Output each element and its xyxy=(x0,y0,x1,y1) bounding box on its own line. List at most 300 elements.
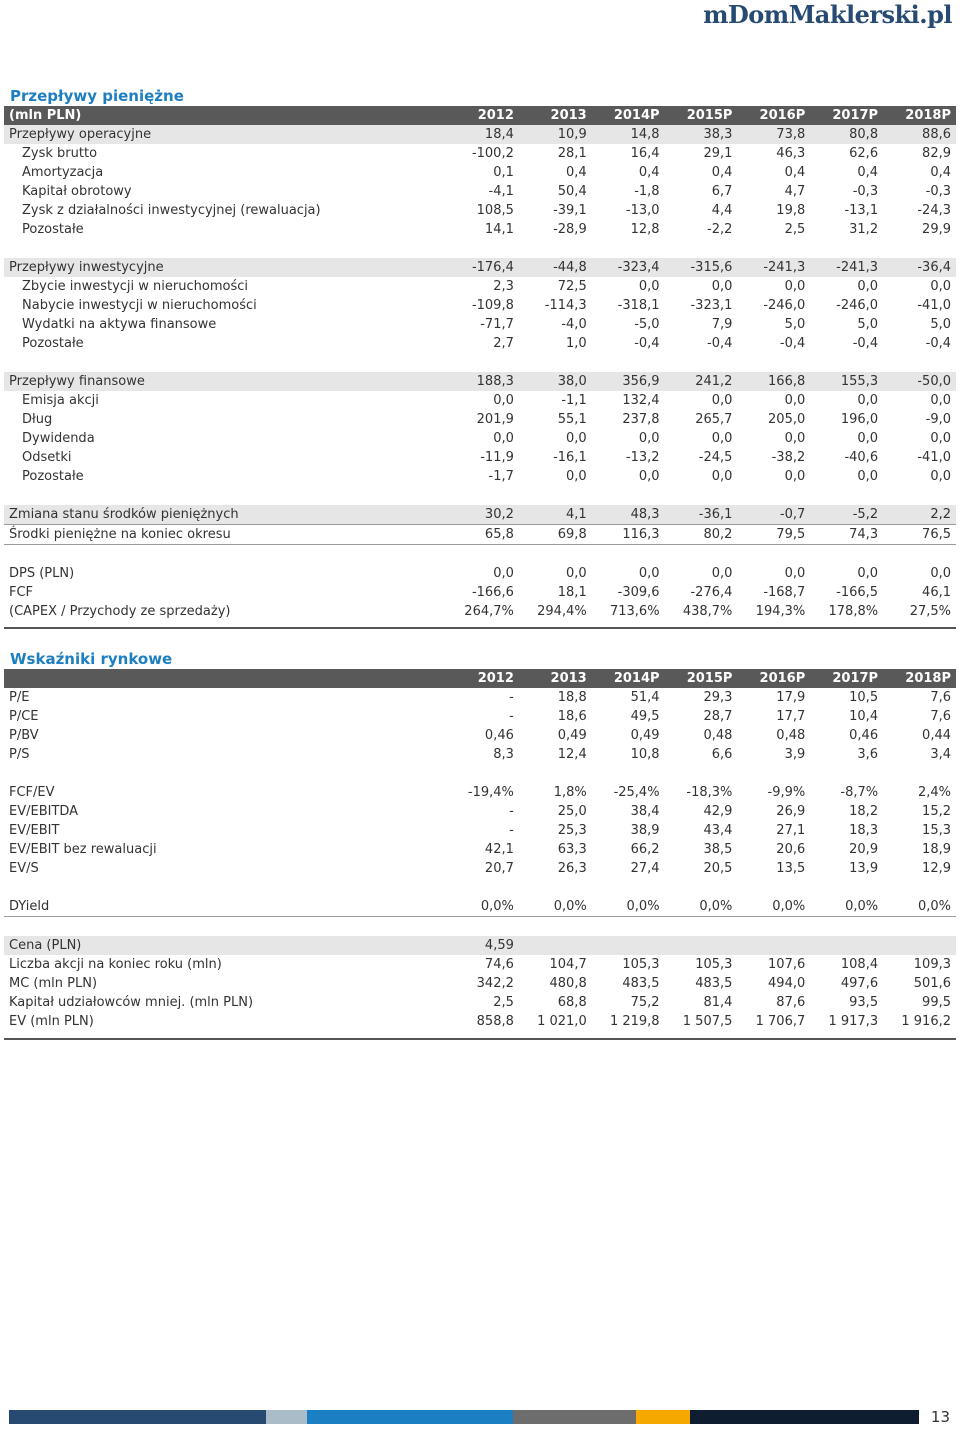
value-cell: 0,44 xyxy=(922,728,951,743)
value-cell: -166,6 xyxy=(471,585,514,600)
value-cell: 63,3 xyxy=(557,842,587,857)
value-cell: 0,0 xyxy=(930,279,951,294)
value-cell: 5,0 xyxy=(857,317,879,332)
value-cell: 132,4 xyxy=(622,393,660,408)
value-cell: 3,9 xyxy=(784,747,806,762)
value-cell: 46,1 xyxy=(922,585,951,600)
value-cell: 12,9 xyxy=(922,861,951,876)
row-label: P/BV xyxy=(9,728,39,743)
value-cell: 194,3% xyxy=(755,604,806,619)
footer-segment xyxy=(513,1410,636,1424)
value-cell: 237,8 xyxy=(622,412,660,427)
value-cell xyxy=(592,936,665,955)
value-cell: 108,4 xyxy=(840,957,879,972)
header-year: 2015P xyxy=(665,106,738,125)
value-cell: 0,49 xyxy=(630,728,660,743)
value-cell: 62,6 xyxy=(849,146,879,161)
value-cell: 0,0% xyxy=(519,897,592,917)
value-cell: -100,2 xyxy=(471,146,514,161)
value-cell: 1,0 xyxy=(566,336,587,351)
row-label: EV (mln PLN) xyxy=(9,1014,94,1029)
header-year: 2017P xyxy=(810,106,883,125)
page-number: 13 xyxy=(930,1408,950,1426)
value-cell: 18,2 xyxy=(849,804,879,819)
value-cell: 4,7 xyxy=(784,184,806,199)
value-cell: 46,3 xyxy=(776,146,806,161)
value-cell: 1,8% xyxy=(553,785,587,800)
value-cell: -36,1 xyxy=(665,505,738,525)
value-cell: 38,0 xyxy=(519,372,592,391)
row-label: EV/EBIT bez rewaluacji xyxy=(9,842,157,857)
value-cell: 14,1 xyxy=(484,222,514,237)
table-row xyxy=(4,840,956,859)
table-row xyxy=(4,448,956,467)
row-label: Kapitał udziałowców mniej. (mln PLN) xyxy=(9,995,254,1010)
row-label: Pozostałe xyxy=(22,336,84,351)
value-cell: 5,0 xyxy=(930,317,951,332)
value-cell: 16,4 xyxy=(630,146,660,161)
value-cell: 82,9 xyxy=(922,146,951,161)
value-cell: 0,0 xyxy=(711,279,733,294)
value-cell: 0,0 xyxy=(711,393,733,408)
market-end-line xyxy=(4,1038,956,1040)
value-cell: 12,4 xyxy=(557,747,587,762)
value-cell: -19,4% xyxy=(467,785,514,800)
value-cell: 38,4 xyxy=(630,804,660,819)
value-cell: 0,0 xyxy=(566,566,587,581)
table-row xyxy=(4,467,956,486)
table-row xyxy=(4,1012,956,1031)
value-cell: -0,4 xyxy=(779,336,806,351)
value-cell: 50,4 xyxy=(557,184,587,199)
value-cell: 0,0% xyxy=(592,897,665,917)
value-cell: 0,46 xyxy=(484,728,514,743)
value-cell: 4,1 xyxy=(519,505,592,525)
row-label: EV/EBITDA xyxy=(9,804,79,819)
value-cell: 73,8 xyxy=(737,125,810,144)
row-label: Pozostałe xyxy=(22,222,84,237)
header-label xyxy=(4,669,446,688)
row-label: Dług xyxy=(22,412,53,427)
value-cell: 7,6 xyxy=(930,690,951,705)
value-cell: 2,5 xyxy=(784,222,806,237)
table-row xyxy=(4,955,956,974)
value-cell: 68,8 xyxy=(557,995,587,1010)
value-cell: - xyxy=(509,804,514,819)
value-cell: 6,6 xyxy=(711,747,733,762)
value-cell: 201,9 xyxy=(476,412,514,427)
footer-segment xyxy=(307,1410,513,1424)
value-cell: 29,3 xyxy=(703,690,733,705)
value-cell: 3,4 xyxy=(930,747,951,762)
value-cell: -36,4 xyxy=(883,258,956,277)
value-cell: 0,0 xyxy=(711,566,733,581)
value-cell: -0,4 xyxy=(852,336,879,351)
value-cell: 31,2 xyxy=(849,222,879,237)
value-cell: -38,2 xyxy=(771,450,806,465)
value-cell: 342,2 xyxy=(476,976,514,991)
row-label: Dywidenda xyxy=(22,431,95,446)
value-cell: 205,0 xyxy=(768,412,806,427)
table-row xyxy=(4,334,956,353)
spacer-row xyxy=(4,878,956,897)
row-label: (CAPEX / Przychody ze sprzedaży) xyxy=(9,604,231,619)
value-cell: -1,1 xyxy=(561,393,587,408)
header-year: 2014P xyxy=(592,106,665,125)
value-cell: 10,9 xyxy=(519,125,592,144)
value-cell: 27,1 xyxy=(776,823,806,838)
value-cell: 105,3 xyxy=(695,957,733,972)
value-cell: 27,5% xyxy=(909,604,951,619)
value-cell: -0,7 xyxy=(737,505,810,525)
value-cell: 18,9 xyxy=(922,842,951,857)
value-cell: -44,8 xyxy=(519,258,592,277)
row-label: Zmiana stanu środków pieniężnych xyxy=(4,505,446,525)
value-cell: 49,5 xyxy=(630,709,660,724)
value-cell: -246,0 xyxy=(836,298,879,313)
value-cell: 483,5 xyxy=(622,976,660,991)
market-header-row xyxy=(4,669,956,688)
value-cell: 4,4 xyxy=(711,203,733,218)
value-cell: 0,1 xyxy=(493,165,514,180)
value-cell: 0,0 xyxy=(857,431,879,446)
value-cell: 0,0 xyxy=(784,279,806,294)
value-cell: 0,46 xyxy=(849,728,879,743)
value-cell: 26,9 xyxy=(776,804,806,819)
value-cell: 0,0 xyxy=(566,431,587,446)
spacer-row xyxy=(4,917,956,937)
cashflow-title: Przepływy pieniężne xyxy=(10,87,184,105)
value-cell: 0,0 xyxy=(711,469,733,484)
row-label: DYield xyxy=(4,897,446,917)
value-cell xyxy=(737,936,810,955)
value-cell: 4,59 xyxy=(446,936,519,955)
value-cell: 1 507,5 xyxy=(682,1014,733,1029)
value-cell: 25,3 xyxy=(557,823,587,838)
value-cell: 93,5 xyxy=(849,995,879,1010)
row-label: Amortyzacja xyxy=(22,165,104,180)
value-cell: -0,4 xyxy=(707,336,733,351)
spacer-cell xyxy=(4,917,956,937)
value-cell: 18,3 xyxy=(849,823,879,838)
value-cell: 65,8 xyxy=(446,525,519,545)
value-cell: 178,8% xyxy=(828,604,879,619)
value-cell xyxy=(665,936,738,955)
value-cell: -323,1 xyxy=(690,298,733,313)
value-cell: -4,0 xyxy=(561,317,587,332)
row-label: MC (mln PLN) xyxy=(9,976,98,991)
value-cell: -39,1 xyxy=(553,203,587,218)
spacer-cell xyxy=(4,764,956,783)
value-cell: 80,8 xyxy=(810,125,883,144)
header-year: 2016P xyxy=(737,669,810,688)
value-cell: -114,3 xyxy=(544,298,587,313)
table-row xyxy=(4,505,956,525)
value-cell: 0,49 xyxy=(557,728,587,743)
row-label: Wydatki na aktywa finansowe xyxy=(22,317,217,332)
value-cell: 0,4 xyxy=(711,165,733,180)
table-row xyxy=(4,821,956,840)
value-cell: 75,2 xyxy=(630,995,660,1010)
table-row xyxy=(4,163,956,182)
header-year: 2016P xyxy=(737,106,810,125)
value-cell: 104,7 xyxy=(549,957,587,972)
value-cell: -24,3 xyxy=(917,203,951,218)
value-cell: 483,5 xyxy=(695,976,733,991)
table-row xyxy=(4,974,956,993)
value-cell: -246,0 xyxy=(763,298,806,313)
value-cell: 79,5 xyxy=(737,525,810,545)
table-row xyxy=(4,745,956,764)
value-cell: 38,5 xyxy=(703,842,733,857)
value-cell: - xyxy=(509,823,514,838)
value-cell: 12,8 xyxy=(630,222,660,237)
value-cell: 0,4 xyxy=(857,165,879,180)
footer-segment xyxy=(266,1410,307,1424)
value-cell: 38,9 xyxy=(630,823,660,838)
value-cell: 18,8 xyxy=(557,690,587,705)
spacer-cell xyxy=(4,878,956,897)
value-cell: 494,0 xyxy=(768,976,806,991)
value-cell: 25,0 xyxy=(557,804,587,819)
value-cell: 29,9 xyxy=(922,222,951,237)
row-label: P/E xyxy=(9,690,30,705)
value-cell: 80,2 xyxy=(665,525,738,545)
value-cell: 72,5 xyxy=(557,279,587,294)
header-label: (mln PLN) xyxy=(4,106,446,125)
value-cell: 29,1 xyxy=(703,146,733,161)
value-cell: -13,2 xyxy=(625,450,660,465)
header-year: 2015P xyxy=(665,669,738,688)
value-cell: 0,4 xyxy=(566,165,587,180)
value-cell: 0,0 xyxy=(493,566,514,581)
value-cell: 55,1 xyxy=(557,412,587,427)
table-row xyxy=(4,201,956,220)
footer-color-bar xyxy=(9,1410,919,1424)
value-cell: 0,0 xyxy=(493,393,514,408)
table-row xyxy=(4,296,956,315)
table-row xyxy=(4,220,956,239)
value-cell: 26,3 xyxy=(557,861,587,876)
value-cell: 116,3 xyxy=(592,525,665,545)
value-cell: 28,7 xyxy=(703,709,733,724)
value-cell: 2,2 xyxy=(883,505,956,525)
spacer-cell xyxy=(4,353,956,372)
spacer-cell xyxy=(4,486,956,505)
value-cell: 7,6 xyxy=(930,709,951,724)
value-cell: 1 706,7 xyxy=(755,1014,806,1029)
value-cell: 188,3 xyxy=(446,372,519,391)
value-cell: 18,4 xyxy=(446,125,519,144)
value-cell xyxy=(810,936,883,955)
value-cell: 0,0 xyxy=(493,431,514,446)
value-cell: -5,0 xyxy=(634,317,660,332)
value-cell: 0,4 xyxy=(784,165,806,180)
value-cell: 0,0 xyxy=(784,566,806,581)
value-cell xyxy=(883,936,956,955)
value-cell: 0,0% xyxy=(665,897,738,917)
value-cell: 87,6 xyxy=(776,995,806,1010)
table-row xyxy=(4,144,956,163)
value-cell: 20,5 xyxy=(703,861,733,876)
value-cell: 66,2 xyxy=(630,842,660,857)
value-cell: 497,6 xyxy=(840,976,879,991)
value-cell: -4,1 xyxy=(488,184,514,199)
value-cell: 42,1 xyxy=(484,842,514,857)
row-label: EV/S xyxy=(9,861,39,876)
value-cell: 17,7 xyxy=(776,709,806,724)
header-year: 2017P xyxy=(810,669,883,688)
value-cell: 15,2 xyxy=(922,804,951,819)
value-cell: 480,8 xyxy=(549,976,587,991)
value-cell: -2,2 xyxy=(707,222,733,237)
value-cell: 0,0 xyxy=(857,279,879,294)
value-cell: 0,4 xyxy=(638,165,660,180)
value-cell: 0,0 xyxy=(638,566,660,581)
row-label: DPS (PLN) xyxy=(9,566,75,581)
value-cell: -11,9 xyxy=(480,450,514,465)
value-cell: 0,0 xyxy=(638,469,660,484)
header-year: 2018P xyxy=(883,106,956,125)
value-cell: -318,1 xyxy=(617,298,660,313)
value-cell: 241,2 xyxy=(665,372,738,391)
value-cell: -166,5 xyxy=(836,585,879,600)
table-row xyxy=(4,125,956,144)
value-cell: 0,0 xyxy=(566,469,587,484)
spacer-cell xyxy=(4,239,956,258)
value-cell: -28,9 xyxy=(553,222,587,237)
value-cell: 18,1 xyxy=(557,585,587,600)
value-cell: 0,0% xyxy=(446,897,519,917)
value-cell: 2,7 xyxy=(493,336,514,351)
value-cell: 38,3 xyxy=(665,125,738,144)
table-row xyxy=(4,277,956,296)
value-cell: 501,6 xyxy=(913,976,951,991)
value-cell: 109,3 xyxy=(913,957,951,972)
market-title: Wskaźniki rynkowe xyxy=(10,650,173,668)
value-cell: 0,0% xyxy=(810,897,883,917)
value-cell: -13,0 xyxy=(625,203,660,218)
value-cell: 107,6 xyxy=(768,957,806,972)
value-cell: 0,0 xyxy=(930,431,951,446)
value-cell: 27,4 xyxy=(630,861,660,876)
value-cell: -41,0 xyxy=(917,450,951,465)
row-label: Liczba akcji na koniec roku (mln) xyxy=(9,957,222,972)
value-cell: 0,0% xyxy=(737,897,810,917)
value-cell: -24,5 xyxy=(698,450,733,465)
row-label: P/S xyxy=(9,747,30,762)
value-cell: 0,0 xyxy=(930,469,951,484)
value-cell: 105,3 xyxy=(622,957,660,972)
value-cell: 858,8 xyxy=(476,1014,514,1029)
value-cell: - xyxy=(509,690,514,705)
header-year: 2013 xyxy=(519,669,592,688)
footer-segment xyxy=(690,1410,919,1424)
value-cell: 20,9 xyxy=(849,842,879,857)
value-cell: 0,48 xyxy=(776,728,806,743)
value-cell: 0,0 xyxy=(857,566,879,581)
value-cell: 18,6 xyxy=(557,709,587,724)
row-label: Zbycie inwestycji w nieruchomości xyxy=(22,279,248,294)
value-cell: -0,3 xyxy=(852,184,879,199)
value-cell: 10,4 xyxy=(849,709,879,724)
value-cell: 3,6 xyxy=(857,747,879,762)
value-cell: 0,0 xyxy=(930,566,951,581)
cashflow-header-row xyxy=(4,106,956,125)
value-cell: 10,8 xyxy=(630,747,660,762)
header-year: 2013 xyxy=(519,106,592,125)
value-cell: - xyxy=(509,709,514,724)
table-row xyxy=(4,525,956,545)
header-year: 2012 xyxy=(446,106,519,125)
value-cell: -276,4 xyxy=(690,585,733,600)
value-cell: -41,0 xyxy=(917,298,951,313)
spacer-row xyxy=(4,545,956,565)
value-cell: -0,4 xyxy=(634,336,660,351)
value-cell: 0,48 xyxy=(703,728,733,743)
value-cell: 265,7 xyxy=(695,412,733,427)
value-cell: 19,8 xyxy=(776,203,806,218)
value-cell: 8,3 xyxy=(493,747,514,762)
table-row xyxy=(4,410,956,429)
table-row xyxy=(4,783,956,802)
value-cell: -323,4 xyxy=(592,258,665,277)
row-label: Kapitał obrotowy xyxy=(22,184,132,199)
footer-segment xyxy=(9,1410,266,1424)
cashflow-table xyxy=(4,106,956,621)
value-cell: 0,0 xyxy=(930,393,951,408)
value-cell: 76,5 xyxy=(883,525,956,545)
value-cell: 166,8 xyxy=(737,372,810,391)
value-cell: -176,4 xyxy=(446,258,519,277)
row-label: EV/EBIT xyxy=(9,823,60,838)
spacer-row xyxy=(4,764,956,783)
row-label: P/CE xyxy=(9,709,39,724)
value-cell: 99,5 xyxy=(922,995,951,1010)
brand-logo: mDomMaklerski.pl xyxy=(703,0,952,29)
value-cell: -16,1 xyxy=(553,450,587,465)
value-cell: 17,9 xyxy=(776,690,806,705)
value-cell: 30,2 xyxy=(446,505,519,525)
value-cell: 28,1 xyxy=(557,146,587,161)
value-cell: 264,7% xyxy=(464,604,514,619)
value-cell: 294,4% xyxy=(537,604,587,619)
value-cell: 14,8 xyxy=(592,125,665,144)
header-year: 2012 xyxy=(446,669,519,688)
value-cell: 0,0 xyxy=(711,431,733,446)
table-row xyxy=(4,897,956,917)
table-row xyxy=(4,993,956,1012)
value-cell: 1 219,8 xyxy=(609,1014,660,1029)
value-cell: 74,6 xyxy=(484,957,514,972)
table-row xyxy=(4,726,956,745)
value-cell: 7,9 xyxy=(711,317,733,332)
value-cell: 5,0 xyxy=(784,317,806,332)
value-cell: 0,0 xyxy=(784,469,806,484)
value-cell: -1,7 xyxy=(488,469,514,484)
row-label: FCF xyxy=(9,585,34,600)
value-cell: 48,3 xyxy=(592,505,665,525)
value-cell: -0,3 xyxy=(925,184,951,199)
value-cell: -18,3% xyxy=(686,785,733,800)
value-cell: 51,4 xyxy=(630,690,660,705)
value-cell: -9,0 xyxy=(925,412,951,427)
value-cell: -241,3 xyxy=(810,258,883,277)
spacer-row xyxy=(4,486,956,505)
value-cell: -25,4% xyxy=(613,785,660,800)
value-cell: 438,7% xyxy=(682,604,733,619)
row-label: Emisja akcji xyxy=(22,393,99,408)
